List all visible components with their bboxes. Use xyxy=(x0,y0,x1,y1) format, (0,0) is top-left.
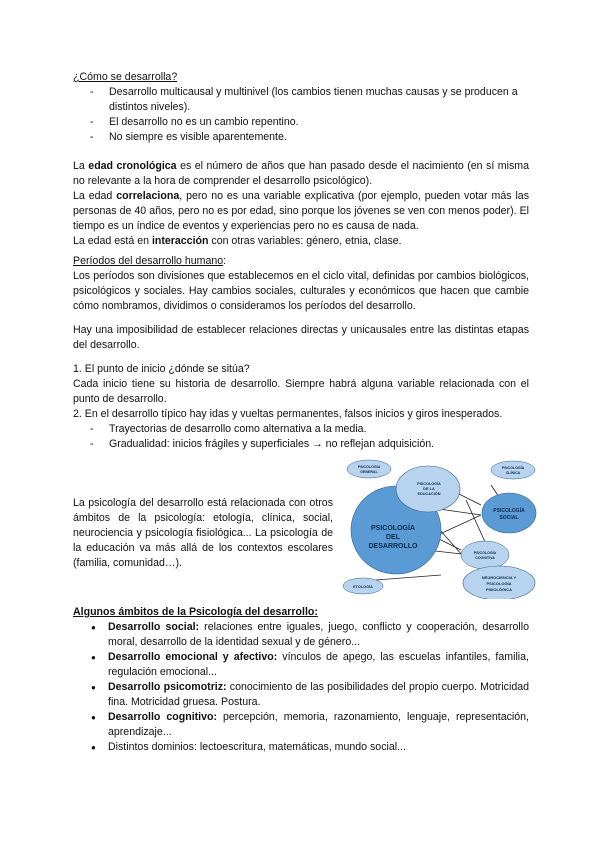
label-educacion-3: EDUCACIÓN xyxy=(417,492,441,496)
label-center-1: PSICOLOGÍA xyxy=(371,525,415,532)
label-educacion-1: PSICOLOGÍA xyxy=(417,482,441,486)
list-item: ● Desarrollo psicomotriz: conocimiento de las posibilidades del propio cuerpo. Motricidad fina. Motricidad gruesa. Postura. xyxy=(91,680,529,710)
label-educacion-2: DE LA xyxy=(423,487,435,491)
label-clinica-1: PSICOLOGÍA xyxy=(501,466,525,470)
label-center-2: DEL xyxy=(386,534,400,541)
list-item: - Trayectorias de desarrollo como alternativa a la media. xyxy=(90,422,529,437)
label-cognitiva-2: COGNITIVA xyxy=(475,556,495,560)
desarrollo-tipico-heading: 2. En el desarrollo típico hay idas y vueltas permanentes, falsos inicios y giros inesperados. xyxy=(73,408,503,420)
periodos-paragraph: Los períodos son divisiones que establecemos en el ciclo vital, definidas por cambios biológicos, psicológicos y sociales. Hay cambios sociales, culturales y económicos que hacen que cambie cómo nombramos, dividimos o consideramos los períodos del desarrollo. xyxy=(73,270,529,312)
edad-interaccion-paragraph: La edad está en interacción con otras variables: género, etnia, clase. xyxy=(73,235,402,247)
list-item: - El desarrollo no es un cambio repentino. xyxy=(90,115,529,130)
label-neuro-2: PSICOLOGÍA xyxy=(486,581,512,586)
section-title-como: ¿Cómo se desarrolla? xyxy=(73,71,178,83)
label-social-2: SOCIAL xyxy=(499,515,519,521)
relacion-section xyxy=(73,455,529,601)
edad-cronologica-term: edad cronológica xyxy=(88,160,177,172)
list-item: - Desarrollo multicausal y multinivel (los cambios tienen muchas causas y se producen a distintos niveles). xyxy=(90,85,529,115)
relacion-paragraph: La psicología del desarrollo está relacionada con otros ámbitos de la psicología: etología, clínica, social, neurociencia y psicología fisiológica... La psicología de la educación va más allá de los contextos escolares (familia, comunidad…). xyxy=(73,497,333,569)
list-item: - No siempre es visible aparentemente. xyxy=(90,130,529,145)
section-title-ambitos: Algunos ámbitos de la Psicología del desarrollo: xyxy=(73,606,318,618)
node-psicologia-clinica xyxy=(491,461,535,479)
ambitos-diagram xyxy=(341,455,537,599)
interaccion-term: interacción xyxy=(151,235,209,247)
label-psicologia-general-1: PSICOLOGÍA xyxy=(357,465,381,469)
ambitos-list xyxy=(73,620,529,755)
como-bullet-list xyxy=(73,85,529,145)
label-social-1: PSICOLOGÍA xyxy=(493,508,525,514)
label-cognitiva-1: PSICOLOGÍA xyxy=(473,551,497,555)
label-center-3: DESARROLLO xyxy=(368,543,418,550)
label-neuro-3: FISIOLÓGICA xyxy=(486,587,512,592)
label-psicologia-general-2: GENERAL xyxy=(360,470,378,474)
label-neuro-1: NEUROCIENCIA Y xyxy=(481,575,517,580)
list-item: ● Desarrollo social: relaciones entre iguales, juego, conflicto y cooperación, desarrollo moral, desarrollo de la identidad sexual y de género... xyxy=(91,620,529,650)
list-item: ● Desarrollo cognitivo: percepción, memoria, razonamiento, lenguaje, representación, aprendizaje... xyxy=(91,710,529,740)
section-title-periodos: Períodos del desarrollo humano: xyxy=(73,255,227,267)
document-page xyxy=(73,70,529,755)
list-item: ● Distintos dominios: lectoescritura, matemáticas, mundo social... xyxy=(91,740,529,755)
periodos-bullet-list xyxy=(73,422,529,452)
punto-inicio-text: Cada inicio tiene su historia de desarrollo. Siempre habrá alguna variable relacionada con el punto de desarrollo. xyxy=(73,378,529,405)
edad-cronologica-paragraph: La edad cronológica es el número de años que han pasado desde el nacimiento (en sí misma no relevante a la hora de comprender el desarrollo psicológico). xyxy=(73,160,529,187)
imposibilidad-paragraph: Hay una imposibilidad de establecer relaciones directas y unicausales entre las distintas etapas del desarrollo. xyxy=(73,324,529,351)
list-item: - Gradualidad: inicios frágiles y superficiales → no reflejan adquisición. xyxy=(90,437,529,452)
correlaciona-term: correlaciona xyxy=(116,190,180,202)
list-item: ● Desarrollo emocional y afectivo: vínculos de apego, las escuelas infantiles, familia, regulación emocional... xyxy=(91,650,529,680)
node-psicologia-general xyxy=(347,460,391,478)
punto-inicio-heading: 1. El punto de inicio ¿dónde se sitúa? xyxy=(73,363,250,375)
label-clinica-2: CLÍNICA xyxy=(505,471,521,475)
label-etologia: ETOLOGÍA xyxy=(353,585,373,589)
edad-correlaciona-paragraph: La edad correlaciona, pero no es una variable explicativa (por ejemplo, pueden votar más las personas de 40 años, pero no es por edad, sino porque los jóvenes se ven con menos poder). El tiempo es un índice de eventos y experiencias pero no es causa de nada. xyxy=(73,190,529,232)
node-psicologia-cognitiva xyxy=(461,541,509,569)
